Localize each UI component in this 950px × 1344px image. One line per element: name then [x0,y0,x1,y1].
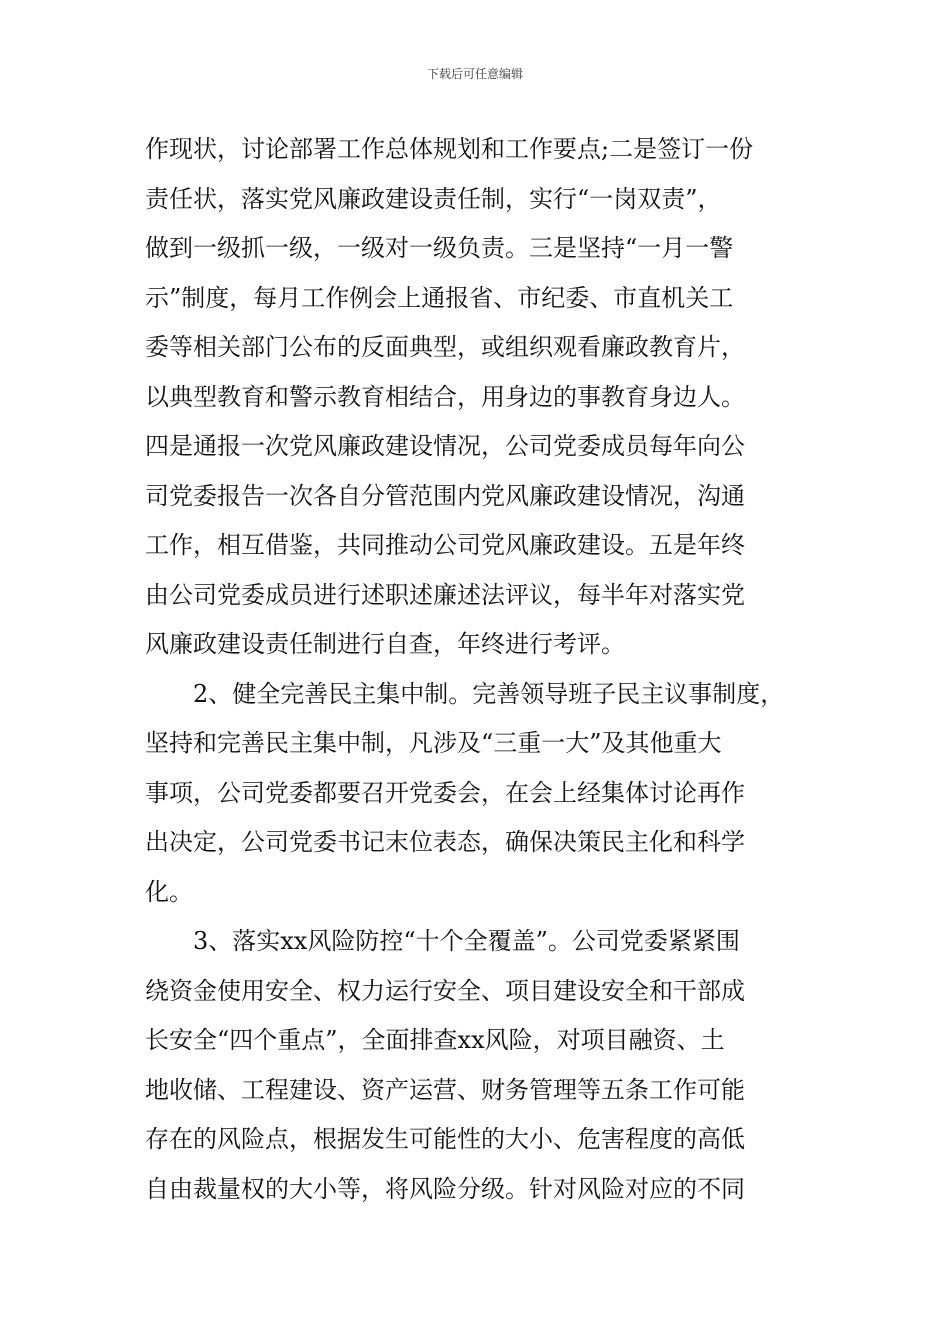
text-line: 作现状，讨论部署工作总体规划和工作要点;二是签订一份 [145,135,754,163]
text-line: 由公司党委成员进行述职述廉述法评议，每半年对落实党 [145,580,745,609]
page-header [0,66,950,82]
text-line: 自由裁量权的大小等，将风险分级。针对风险对应的不同 [145,1174,745,1203]
text-line: 存在的风险点，根据发生可能性的大小、危害程度的高低 [145,1125,745,1153]
text-line: 司党委报告一次各自分管范围内党风廉政建设情况，沟通 [145,481,745,510]
text-line: 出决定，公司党委书记末位表态，确保决策民主化和科学 [145,828,745,856]
text-line: 3、落实xx风险防控“十个全覆盖”。公司党委紧紧围 [193,927,740,955]
text-line: 长安全“四个重点”，全面排查xx风险，对项目融资、土 [145,1026,725,1054]
text-line: 2、健全完善民主集中制。完善领导班子民主议事制度， [193,679,785,708]
text-line: 以典型教育和警示教育相结合，用身边的事教育身边人。 [145,382,745,411]
text-line: 示”制度，每月工作例会上通报省、市纪委、市直机关工 [145,283,734,312]
text-line: 绕资金使用安全、权力运行安全、项目建设安全和干部成 [145,976,745,1005]
header-text: 下载后可任意编辑 [426,67,523,81]
text-line: 事项，公司党委都要召开党委会，在会上经集体讨论再作 [145,778,745,807]
text-line: 坚持和完善民主集中制，凡涉及“三重一大”及其他重大 [145,729,722,757]
text-line: 做到一级抓一级，一级对一级负责。三是坚持“一月一警 [145,234,734,262]
text-line: 委等相关部门公布的反面典型，或组织观看廉政教育片， [145,333,745,361]
paragraph-3 [145,917,815,1214]
text-line: 责任状，落实党风廉政建设责任制，实行“一岗双责”， [145,184,722,213]
text-line: 工作，相互借鉴，共同推动公司党风廉政建设。五是年终 [145,531,745,559]
text-line: 风廉政建设责任制进行自查，年终进行考评。 [145,630,625,658]
text-line: 地收储、工程建设、资产运营、财务管理等五条工作可能 [145,1075,745,1104]
paragraph-2 [145,670,815,918]
paragraph-1 [145,125,815,670]
text-line: 四是通报一次党风廉政建设情况，公司党委成员每年向公 [145,432,745,460]
document-body [145,125,815,1214]
text-line: 化。 [145,877,193,906]
